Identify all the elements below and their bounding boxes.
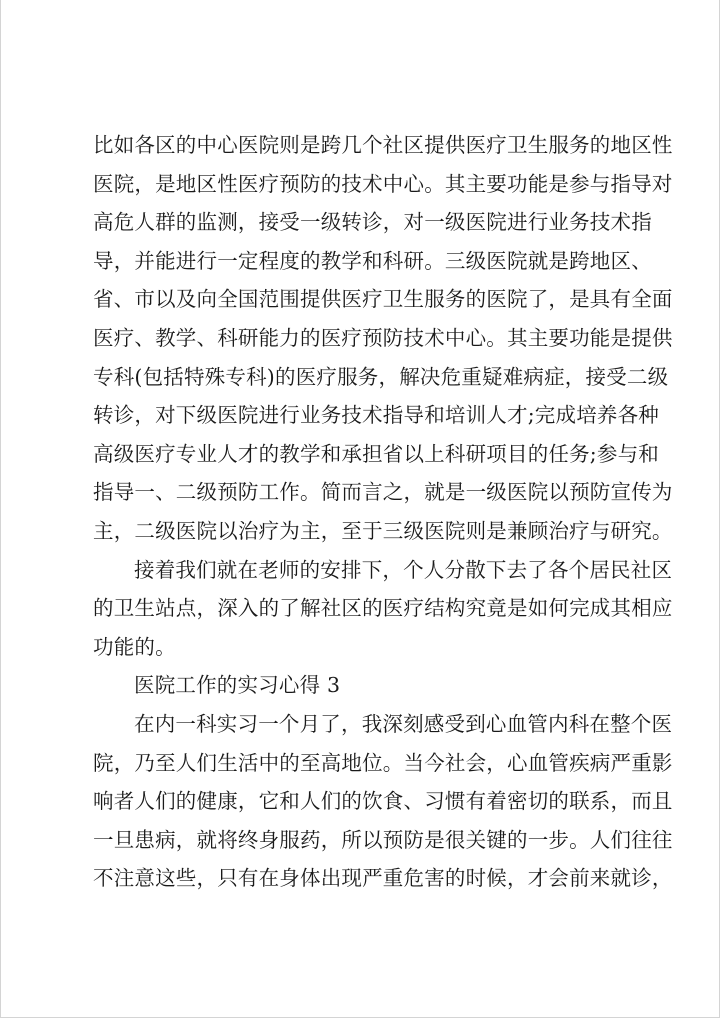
text-line: 导，并能进行一定程度的教学和科研。三级医院就是跨地区、 bbox=[93, 248, 652, 273]
text-line: 专科(包括特殊专科)的医疗服务，解决危重疑难病症，接受二级 bbox=[93, 364, 669, 389]
paragraph-first-line: 医院工作的实习心得 3 bbox=[134, 673, 341, 698]
text-line: 功能的。 bbox=[93, 634, 176, 659]
text-line: 转诊，对下级医院进行业务技术指导和培训人才;完成培养各种 bbox=[93, 403, 660, 428]
text-line: 响者人们的健康，它和人们的饮食、习惯有着密切的联系，而且 bbox=[93, 789, 673, 814]
text-line: 不注意这些，只有在身体出现严重危害的时候，才会前来就诊， bbox=[93, 866, 673, 891]
text-line: 高级医疗专业人才的教学和承担省以上科研项目的任务;参与和 bbox=[93, 441, 660, 466]
text-line: 医院，是地区性医疗预防的技术中心。其主要功能是参与指导对 bbox=[93, 171, 673, 196]
text-line: 院，乃至人们生活中的至高地位。当今社会，心血管疾病严重影 bbox=[93, 750, 673, 775]
text-line: 高危人群的监测，接受一级转诊，对一级医院进行业务技术指 bbox=[93, 210, 652, 235]
paragraph-first-line: 在内一科实习一个月了，我深刻感受到心血管内科在整个医 bbox=[134, 712, 673, 736]
text-line: 医疗、教学、科研能力的医疗预防技术中心。其主要功能是提供 bbox=[93, 326, 673, 350]
text-line: 一旦患病，就将终身服药，所以预防是很关键的一步。人们往往 bbox=[93, 827, 673, 852]
text-line: 省、市以及向全国范围提供医疗卫生服务的医院了，是具有全面 bbox=[93, 287, 673, 312]
text-line: 指导一、二级预防工作。简而言之，就是一级医院以预防宣传为 bbox=[93, 480, 673, 505]
text-line: 主，二级医院以治疗为主，至于三级医院则是兼顾治疗与研究。 bbox=[93, 519, 673, 543]
paragraph-first-line: 接着我们就在老师的安排下，个人分散下去了各个居民社区 bbox=[134, 557, 673, 582]
text-line: 比如各区的中心医院则是跨几个社区提供医疗卫生服务的地区性 bbox=[93, 133, 673, 157]
text-line: 的卫生站点，深入的了解社区的医疗结构究竟是如何完成其相应 bbox=[93, 596, 673, 621]
